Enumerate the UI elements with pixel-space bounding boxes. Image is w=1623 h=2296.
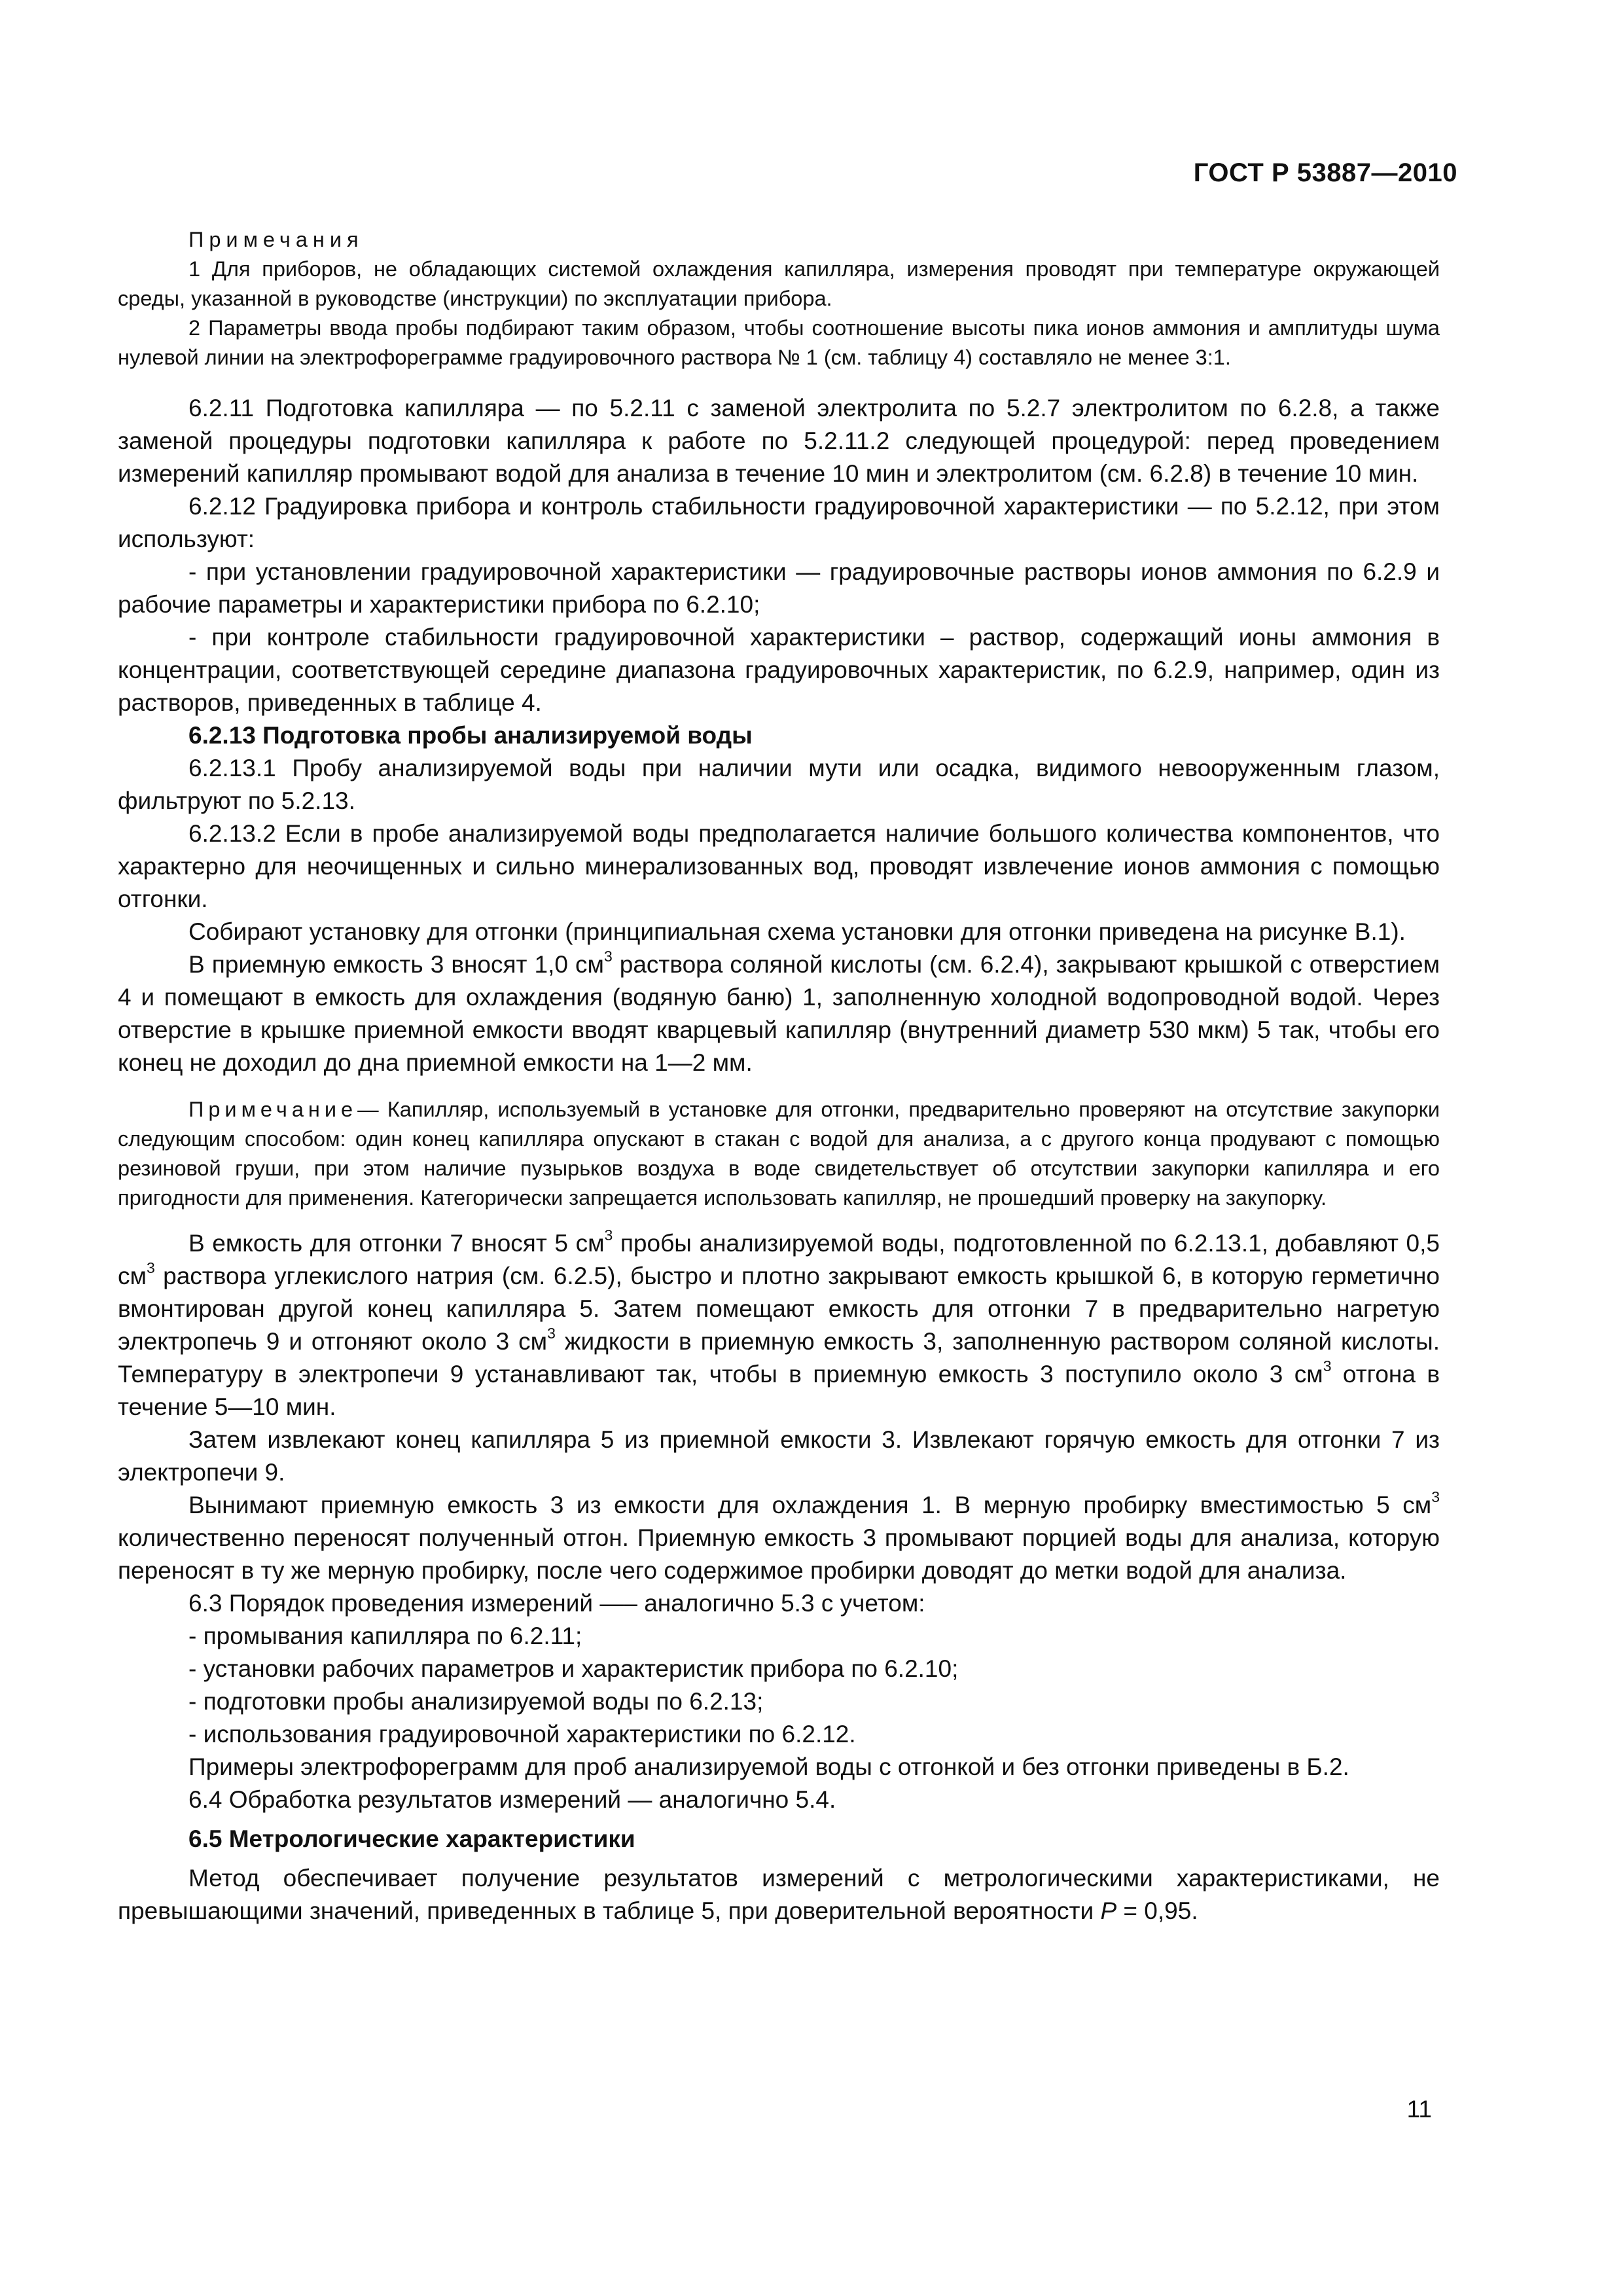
list-item-calibration-use: - использования градуировочной характеристики по 6.2.12. <box>188 1721 856 1748</box>
list-item-parameters: - установки рабочих параметров и характеристик прибора по 6.2.10; <box>188 1655 959 1682</box>
paragraph-distillation-procedure: В емкость для отгонки 7 вносят 5 $см^3$ пробы анализируемой воды, подготовленной по 6.2.13.1, добавляют 0,5 $см^3$ раствора углекислого натрия (см. 6.2.5), быстро и плотно закрывают емкость крышкой 6, в которую герметично вмонтирован другой конец капилляра 5. Затем помещают емкость для отгонки 7 в предварительно нагретую электропечь 9 и отгоняют около 3 $см^3$ жидкости в приемную емкость 3, заполненную раствором соляной кислоты. Температуру в электропечи 9 устанавливают так, чтобы в приемную емкость 3 поступило около 3 $см^3$ отгона в течение 5—10 мин. <box>118 1226 1440 1420</box>
paragraph-6-2-12: 6.2.12 Градуировка прибора и контроль стабильности градуировочной характеристики — по 5.2.12, при этом используют: <box>118 493 1440 552</box>
page-number: 11 <box>1406 2096 1432 2123</box>
list-item-calibration-control: - при контроле стабильности градуировочной характеристики – раствор, содержащий ионы аммония в концентрации, соответствующей середине диапазона градуировочных характеристик, по 6.2.9, например, один из растворов, приведенных в таблице 4. <box>118 624 1440 716</box>
notes-title: Примечания <box>188 228 364 251</box>
notes-block <box>118 225 1440 372</box>
list-item-calibration-setup: - при установлении градуировочной характеристики — градуировочные растворы ионов аммония по 6.2.9 и рабочие параметры и характеристики прибора по 6.2.10; <box>118 558 1440 618</box>
note-item-1: 1 Для приборов, не обладающих системой охлаждения капилляра, измерения проводят при температуре окружающей среды, указанной в руководстве (инструкции) по эксплуатации прибора. <box>118 257 1440 310</box>
paragraph-6-2-13-1: 6.2.13.1 Пробу анализируемой воды при наличии мути или осадка, видимого невооруженным глазом, фильтруют по 5.2.13. <box>118 755 1440 814</box>
paragraph-6-4: 6.4 Обработка результатов измерений — аналогично 5.4. <box>188 1786 836 1813</box>
paragraph-6-3: 6.3 Порядок проведения измерений —– аналогично 5.3 с учетом: <box>188 1590 925 1617</box>
list-item-rinse: - промывания капилляра по 6.2.11; <box>188 1623 582 1649</box>
paragraph-remove-capillary: Затем извлекают конец капилляра 5 из приемной емкости 3. Извлекают горячую емкость для отгонки 7 из электропечи 9. <box>118 1426 1440 1486</box>
paragraph-examples: Примеры электрофореграмм для проб анализируемой воды с отгонкой и без отгонки приведены в Б.2. <box>188 1753 1349 1780</box>
capillary-note: Примечание— Капилляр, используемый в установке для отгонки, предварительно проверяют на отсутствие закупорки следующим способом: один конец капилляра опускают в стакан с водой для анализа, а с другого конца продувают с помощью резиновой груши, при этом наличие пузырьков воздуха в воде свидетельствует об отсутствии закупорки капилляра и его пригодности для применения. Категорически запрещается использовать капилляр, не прошедший проверку на закупорку. <box>118 1098 1440 1210</box>
paragraph-metrology: Метод обеспечивает получение результатов измерений с метрологическими характеристиками, не превышающими значений, приведенных в таблице 5, при доверительной вероятности P = 0,95. <box>118 1865 1440 1924</box>
body-text <box>118 392 1440 1928</box>
page-content <box>118 225 1440 1928</box>
note-label: Примечание <box>188 1098 358 1121</box>
document-header: ГОСТ Р 53887—2010 <box>1193 158 1457 187</box>
paragraph-6-2-13-2: 6.2.13.2 Если в пробе анализируемой воды предполагается наличие большого количества компонентов, что характерно для неочищенных и сильно минерализованных вод, проводят извлечение ионов аммония с помощью отгонки. <box>118 820 1440 912</box>
list-item-sample-prep: - подготовки пробы анализируемой воды по 6.2.13; <box>188 1688 764 1715</box>
section-heading-6-2-13: 6.2.13 Подготовка пробы анализируемой воды <box>188 722 753 749</box>
paragraph-6-2-11: 6.2.11 Подготовка капилляра — по 5.2.11 с заменой электролита по 5.2.7 электролитом по 6.2.8, а также заменой процедуры подготовки капилляра к работе по 5.2.11.2 следующей процедурой: перед проведением измерений капилляр промывают водой для анализа в течение 10 мин и электролитом (см. 6.2.8) в течение 10 мин. <box>118 395 1440 487</box>
paragraph-distillation-setup: Собирают установку для отгонки (принципиальная схема установки для отгонки приведена на рисунке В.1). <box>188 918 1406 945</box>
note-item-2: 2 Параметры ввода пробы подбирают таким образом, чтобы соотношение высоты пика ионов аммония и амплитуды шума нулевой линии на электрофореграмме градуировочного раствора № 1 (см. таблицу 4) составляло не менее 3:1. <box>118 316 1440 369</box>
section-heading-6-5: 6.5 Метрологические характеристики <box>188 1825 635 1852</box>
paragraph-transfer-distillate: Вынимают приемную емкость 3 из емкости для охлаждения 1. В мерную пробирку вместимостью 5 $см^3$ количественно переносят полученный отгон. Приемную емкость 3 промывают порцией воды для анализа, которую переносят в ту же мерную пробирку, после чего содержимое пробирки доводят до метки водой для анализа. <box>118 1488 1440 1584</box>
paragraph-receiver: В приемную емкость 3 вносят 1,0 $см^3$ раствора соляной кислоты (см. 6.2.4), закрывают крышкой с отверстием 4 и помещают в емкость для охлаждения (водяную баню) 1, заполненную холодной водопроводной водой. Через отверстие в крышке приемной емкости вводят кварцевый капилляр (внутренний диаметр 530 мкм) 5 так, чтобы его конец не доходил до дна приемной емкости на 1—2 мм. <box>118 947 1440 1076</box>
